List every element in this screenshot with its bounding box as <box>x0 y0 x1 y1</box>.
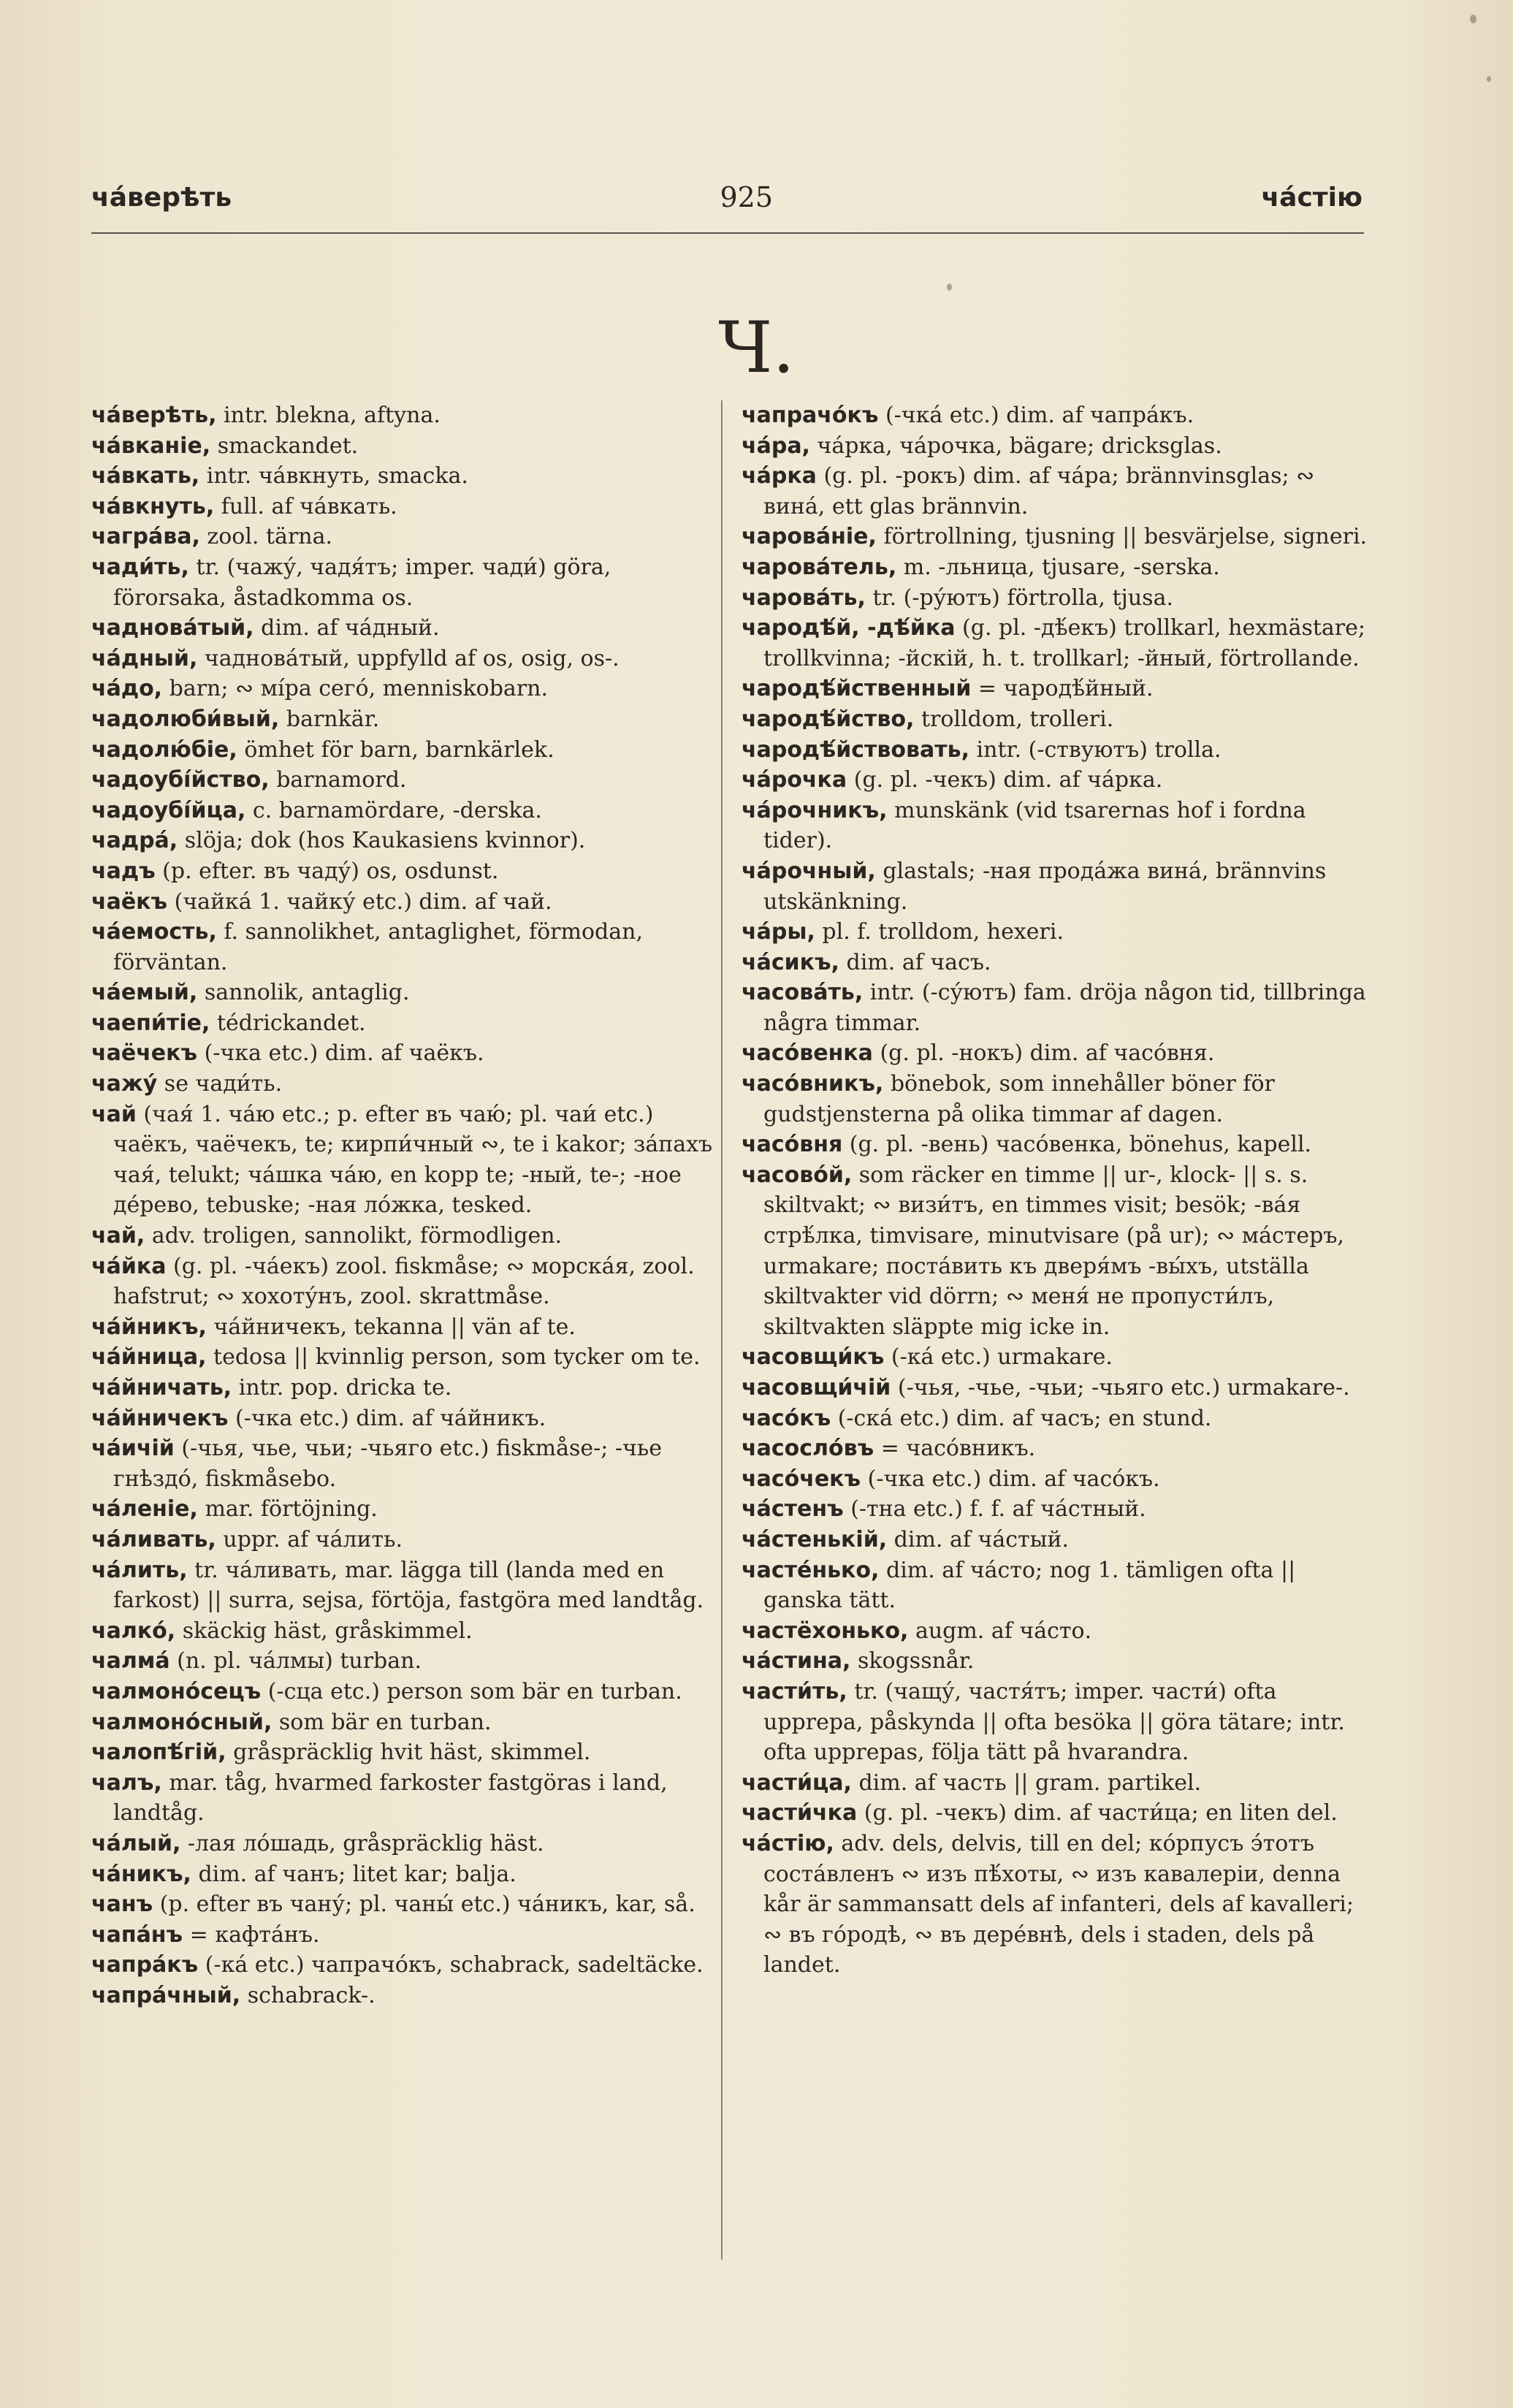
entry-headword: чай <box>91 1101 137 1127</box>
entry-headword: чалмоно́сный, <box>91 1709 273 1735</box>
dictionary-entry <box>742 1555 1370 1616</box>
page-stain <box>1470 15 1476 23</box>
dictionary-entry <box>742 1646 1370 1677</box>
entry-headword: чалма́ <box>91 1648 170 1674</box>
entry-definition: (-сца etc.) person som bär en turban. <box>267 1678 682 1704</box>
entry-headword: ча́стію, <box>742 1830 834 1856</box>
section-letter: Ч. <box>718 307 795 389</box>
dictionary-entry <box>91 644 720 674</box>
entry-headword: чади́ть, <box>91 554 189 580</box>
dictionary-entry <box>91 1616 720 1647</box>
dictionary-entry <box>91 1646 720 1677</box>
entry-headword: чарова́ть, <box>742 584 866 611</box>
entry-headword: чаёкъ <box>91 888 168 915</box>
entry-headword: часте́нько, <box>742 1557 880 1583</box>
entry-definition: tedosa || kvinnlig person, som tycker om te. <box>213 1344 701 1371</box>
entry-definition: (чайка́ 1. чайку́ etc.) dim. af чай. <box>174 888 552 915</box>
entry-headword: часо́вня <box>742 1132 843 1158</box>
entry-definition: barnkär. <box>286 706 380 732</box>
dictionary-entry <box>742 1069 1370 1129</box>
entry-definition: gråspräcklig hvit häst, skimmel. <box>233 1740 591 1766</box>
entry-definition: dim. af чанъ; litet kar; balja. <box>198 1861 517 1887</box>
entry-headword: ча́емость, <box>91 919 217 945</box>
dictionary-entry <box>742 431 1370 462</box>
entry-definition: (g. pl. -дѣ́екъ) trollkarl, hexmästare; trollkvinna; -йскій, h. t. trollkarl; -йный, förtrollande. <box>763 615 1365 671</box>
dictionary-entry <box>742 1433 1370 1464</box>
entry-headword: чародѣ́йственный <box>742 676 972 702</box>
entry-headword: части́ца, <box>742 1769 852 1796</box>
entry-definition: (g. pl. -ча́екъ) zool. fiskmåse; ∾ морска́я, zool. hafstrut; ∾ хохоту́нъ, zool. skrattmåse. <box>113 1253 695 1310</box>
entry-definition: barn; ∾ мíра сего́, menniskobarn. <box>169 676 549 702</box>
dictionary-entry <box>91 704 720 735</box>
entry-headword: ча́ра, <box>742 433 810 459</box>
dictionary-entry <box>91 1889 720 1920</box>
entry-definition: tr. ча́ливать, mar. lägga till (landa med en farkost) || surra, sejsa, förtöja, fastgöra med landtåg. <box>113 1557 704 1614</box>
dictionary-entry <box>742 613 1370 674</box>
entry-definition: som bär en turban. <box>278 1709 492 1735</box>
dictionary-entry <box>91 1312 720 1343</box>
entry-definition: = кафта́нъ. <box>189 1921 320 1948</box>
entry-definition: sannolik, antaglig. <box>204 980 410 1006</box>
entry-headword: чарова́ніе, <box>742 524 877 550</box>
dictionary-entry <box>742 400 1370 431</box>
dictionary-entry <box>742 1494 1370 1525</box>
entry-headword: ча́рка <box>742 463 817 489</box>
entry-definition: ча́рка, ча́рочка, bägare; dricksglas. <box>817 433 1222 459</box>
entry-headword: ча́леніе, <box>91 1496 198 1523</box>
entry-definition: dim. af ча́стый. <box>893 1526 1070 1552</box>
entry-definition: zool. tärna. <box>207 524 333 550</box>
entry-definition: = часо́вникъ. <box>880 1436 1036 1462</box>
entry-definition: (-ка́ etc.) чапрачо́къ, schabrack, sadeltäcke. <box>205 1952 704 1978</box>
entry-definition: trolldom, trolleri. <box>921 706 1114 732</box>
entry-headword: часо́венка <box>742 1040 873 1067</box>
entry-definition: tr. (-ру́ютъ) förtrolla, tjusa. <box>872 584 1173 611</box>
dictionary-entry <box>91 1981 720 2011</box>
entry-headword: чарова́тель, <box>742 554 897 580</box>
entry-headword: чадоубі́йство, <box>91 767 270 793</box>
dictionary-entry <box>742 735 1370 766</box>
dictionary-entry <box>91 431 720 462</box>
entry-definition: (g. pl. -чекъ) dim. af части́ца; en liten del. <box>864 1800 1338 1826</box>
entry-headword: ча́лый, <box>91 1830 181 1856</box>
entry-headword: чадоубі́йца, <box>91 797 246 823</box>
entry-headword: ча́до, <box>91 676 163 702</box>
entry-definition: uppr. af ча́лить. <box>223 1526 403 1552</box>
entry-definition: f. sannolikhet, antaglighet, förmodan, förväntan. <box>113 919 643 975</box>
dictionary-entry <box>91 552 720 613</box>
entry-headword: чадъ <box>91 858 156 884</box>
dictionary-entry <box>91 1373 720 1403</box>
entry-definition: -лая ло́шадь, gråspräcklig häst. <box>187 1830 544 1856</box>
dictionary-entry <box>91 1342 720 1373</box>
dictionary-entry <box>91 1859 720 1890</box>
entry-headword: ча́ры, <box>742 919 815 945</box>
entry-headword: частёхонько, <box>742 1618 909 1644</box>
header-left-word: ча́верѣть <box>91 182 232 213</box>
entry-headword: ча́ичій <box>91 1436 175 1462</box>
dictionary-entry <box>91 978 720 1008</box>
entry-headword: ча́никъ, <box>91 1861 191 1887</box>
entry-definition: pl. f. trolldom, hexeri. <box>822 919 1064 945</box>
page-number: 925 <box>720 181 774 213</box>
entry-definition: dim. af часъ. <box>846 949 991 975</box>
entry-definition: (p. efter въ чану́; pl. чаны́ etc.) ча́никъ, kar, så. <box>159 1891 695 1918</box>
dictionary-entry <box>91 1920 720 1951</box>
entry-definition: adv. dels, delvis, till en del; ко́рпусъ э́тотъ соста́вленъ ∾ изъ пѣ́хоты, ∾ изъ кавалеріи, denna kår är sammansatt dels af infanteri, dels af kavalleri; ∾ въ го́родѣ, ∾ въ дере́внѣ, dels i staden, dels på landet. <box>763 1830 1354 1978</box>
entry-headword: чалопѣ́гій, <box>91 1740 226 1766</box>
entry-headword: чапра́къ <box>91 1952 199 1978</box>
entry-headword: чародѣ́йство, <box>742 706 915 732</box>
dictionary-entry <box>742 1160 1370 1343</box>
dictionary-entry <box>742 978 1370 1038</box>
entry-headword: чаднова́тый, <box>91 615 254 641</box>
entry-headword: чалко́, <box>91 1618 176 1644</box>
entry-definition: som räcker en timme || ur-, klock- || s. s. skiltvakt; ∾ визи́тъ, en timmes visit; besök; -ва́я стрѣ́лка, timvisare, minutvisare (på ur); ∾ ма́стеръ, urmakare; поста́вить къ дверя́мъ -вы́хъ, utställa skiltvakter vid dörrn; ∾ меня́ не пропусти́лъ, skiltvakten släppte mig icke in. <box>763 1162 1344 1340</box>
dictionary-entry <box>742 856 1370 917</box>
dictionary-entry <box>91 1251 720 1312</box>
entry-definition: schabrack-. <box>247 1982 376 2008</box>
entry-headword: часовщи́къ <box>742 1344 885 1371</box>
dictionary-entry <box>91 826 720 856</box>
entry-definition: (n. pl. ча́лмы) turban. <box>177 1648 422 1674</box>
entry-headword: чадолю́біе, <box>91 736 237 763</box>
entry-headword: ча́йка <box>91 1253 167 1279</box>
entry-headword: части́ть, <box>742 1678 847 1704</box>
dictionary-entry <box>91 1433 720 1494</box>
entry-definition: bönebok, som innehåller böner för gudstjensterna på olika timmar af dagen. <box>763 1071 1275 1127</box>
dictionary-entry <box>742 1616 1370 1647</box>
entry-definition: чаднова́тый, uppfylld af os, osig, os-. <box>204 645 620 671</box>
entry-headword: часо́вникъ, <box>742 1071 884 1097</box>
entry-definition: (g. pl. -рокъ) dim. af ча́ра; brännvinsglas; ∾ вина́, ett glas brännvin. <box>763 463 1315 519</box>
entry-headword: ча́йникъ, <box>91 1314 207 1340</box>
entry-headword: чаепи́тіе, <box>91 1010 210 1036</box>
header-right-word: ча́стію <box>1261 182 1363 213</box>
entry-headword: ча́верѣть, <box>91 403 217 428</box>
entry-headword: ча́ливать, <box>91 1526 216 1552</box>
entry-definition: tédrickandet. <box>216 1010 366 1036</box>
entry-definition: dim. af ча́сто; nog 1. tämligen ofta || ganska tätt. <box>763 1557 1296 1614</box>
entry-headword: часово́й, <box>742 1162 853 1188</box>
dictionary-entry <box>742 1129 1370 1160</box>
entry-definition: tr. (чащу́, частя́тъ; imper. части́) ofta upprepa, påskynda || ofta besöka || göra tätare; intr. ofta upprepas, följa tätt på hvarandra. <box>763 1678 1345 1766</box>
entry-headword: ча́сикъ, <box>742 949 839 975</box>
entry-headword: чапа́нъ <box>91 1921 183 1948</box>
entry-headword: чародѣ́йствовать, <box>742 736 969 763</box>
dictionary-entry <box>91 1403 720 1434</box>
dictionary-entry <box>91 1737 720 1768</box>
entry-definition: (чая́ 1. ча́ю etc.; p. efter въ чаю́; pl. чаи́ etc.) чаёкъ, чаёчекъ, te; кирпи́чный ∾, te i kakor; за́пахъ чая́, telukt; ча́шка ча́ю, en kopp te; -ный, te-; -ное де́рево, tebuske; -ная ло́жка, tesked. <box>113 1101 713 1219</box>
header-rule <box>91 232 1364 234</box>
entry-headword: ча́рочный, <box>742 858 876 884</box>
entry-definition: (-ка́ etc.) urmakare. <box>891 1344 1113 1371</box>
dictionary-entry <box>742 552 1370 583</box>
entry-headword: чанъ <box>91 1891 153 1918</box>
dictionary-entry <box>91 492 720 522</box>
entry-definition: smackandet. <box>217 433 359 459</box>
dictionary-entry <box>742 583 1370 614</box>
left-column <box>91 400 720 2011</box>
entry-definition: (-чка etc.) dim. af ча́йникъ. <box>235 1405 546 1431</box>
entry-headword: ча́йничекъ <box>91 1405 229 1431</box>
entry-definition: ча́йничекъ, tekanna || vän af te. <box>213 1314 576 1340</box>
dictionary-entry <box>742 948 1370 978</box>
entry-definition: ömhet för barn, barnkärlek. <box>244 736 554 763</box>
column-divider <box>721 400 723 2260</box>
entry-headword: ча́рочка <box>742 767 847 793</box>
dictionary-entry <box>742 1342 1370 1373</box>
dictionary-entry <box>91 856 720 887</box>
entry-headword: ча́стина, <box>742 1648 851 1674</box>
dictionary-entry <box>742 1798 1370 1829</box>
dictionary-entry <box>91 1677 720 1707</box>
entry-headword: чапрачо́къ <box>742 403 879 428</box>
entry-headword: ча́лить, <box>91 1557 188 1583</box>
dictionary-entry <box>91 1707 720 1738</box>
entry-definition: (-чья, -чье, -чьи; -чьяго etc.) urmakare-. <box>897 1375 1350 1401</box>
right-column <box>742 400 1370 1981</box>
entry-definition: förtrollning, tjusning || besvärjelse, signeri. <box>883 524 1368 550</box>
entry-definition: barnamord. <box>276 767 407 793</box>
dictionary-entry <box>91 887 720 918</box>
entry-headword: чародѣ́й, -дѣ́йка <box>742 615 956 641</box>
entry-definition: skogssnår. <box>857 1648 975 1674</box>
dictionary-entry <box>742 461 1370 522</box>
entry-definition: full. af ча́вкать. <box>221 493 397 519</box>
entry-definition: skäckig häst, gråskimmel. <box>182 1618 473 1644</box>
dictionary-entry <box>91 1555 720 1616</box>
entry-definition: (g. pl. -чекъ) dim. af ча́рка. <box>853 767 1163 793</box>
entry-definition: (-ска́ etc.) dim. af часъ; en stund. <box>837 1405 1212 1431</box>
dictionary-entry <box>742 1525 1370 1555</box>
entry-definition: (-чка etc.) dim. af часо́къ. <box>867 1466 1160 1492</box>
entry-headword: ча́вкать, <box>91 463 200 489</box>
dictionary-entry <box>742 917 1370 948</box>
entry-definition: dim. af ча́дный. <box>261 615 440 641</box>
entry-definition: se чади́ть. <box>164 1071 283 1097</box>
entry-headword: чапра́чный, <box>91 1982 241 2008</box>
entry-definition: intr. blekna, aftyna. <box>224 403 441 428</box>
entry-headword: часовщи́чій <box>742 1375 891 1401</box>
entry-headword: ча́рочникъ, <box>742 797 888 823</box>
dictionary-entry <box>91 613 720 644</box>
dictionary-entry <box>91 735 720 766</box>
entry-headword: части́чка <box>742 1800 858 1826</box>
entry-definition: mar. förtöjning. <box>205 1496 378 1523</box>
entry-headword: ча́емый, <box>91 980 198 1006</box>
entry-headword: чалмоно́сецъ <box>91 1678 262 1704</box>
entry-definition: dim. af часть || gram. partikel. <box>858 1769 1202 1796</box>
entry-definition: = чародѣ́йный. <box>977 676 1154 702</box>
dictionary-entry <box>742 1038 1370 1069</box>
dictionary-entry <box>742 704 1370 735</box>
dictionary-entry <box>91 1950 720 1981</box>
entry-headword: ча́вканіе, <box>91 433 211 459</box>
dictionary-entry <box>91 461 720 492</box>
entry-definition: adv. troligen, sannolikt, förmodligen. <box>151 1223 563 1249</box>
entry-headword: чагра́ва, <box>91 524 200 550</box>
dictionary-entry <box>91 1038 720 1069</box>
page-stain <box>947 283 952 291</box>
entry-headword: чадра́, <box>91 828 178 854</box>
dictionary-entry <box>742 765 1370 796</box>
entry-definition: tr. (чажу́, чадя́тъ; imper. чади́) göra, förorsaka, åstadkomma os. <box>113 554 611 611</box>
entry-definition: intr. ча́вкнуть, smacka. <box>206 463 468 489</box>
entry-headword: часо́чекъ <box>742 1466 861 1492</box>
dictionary-entry <box>91 1829 720 1859</box>
dictionary-entry <box>91 674 720 704</box>
dictionary-entry <box>91 1221 720 1251</box>
entry-definition: (g. pl. -вень) часо́венка, bönehus, kapell. <box>849 1132 1312 1158</box>
dictionary-entry <box>742 796 1370 856</box>
page-stain <box>1487 76 1491 82</box>
entry-headword: часо́къ <box>742 1405 831 1431</box>
entry-headword: ча́стенъ <box>742 1496 844 1523</box>
entry-headword: чаёчекъ <box>91 1040 198 1067</box>
entry-definition: intr. (-ствуютъ) trolla. <box>976 736 1222 763</box>
entry-headword: чай, <box>91 1223 145 1249</box>
dictionary-entry <box>91 1008 720 1039</box>
entry-definition: (-чка́ etc.) dim. af чапра́къ. <box>885 403 1194 428</box>
dictionary-entry <box>91 1100 720 1221</box>
dictionary-entry <box>91 522 720 552</box>
dictionary-entry <box>91 1494 720 1525</box>
dictionary-entry <box>742 522 1370 552</box>
entry-definition: mar. tåg, hvarmed farkoster fastgöras i land, landtåg. <box>113 1769 668 1826</box>
entry-definition: slöja; dok (hos Kaukasiens kvinnor). <box>184 828 586 854</box>
entry-headword: часосло́въ <box>742 1436 874 1462</box>
entry-definition: c. barnamördare, -derska. <box>252 797 542 823</box>
dictionary-entry <box>91 1768 720 1829</box>
entry-headword: ча́вкнуть, <box>91 493 215 519</box>
running-header <box>91 175 1363 219</box>
entry-headword: чалъ, <box>91 1769 162 1796</box>
dictionary-entry <box>91 1069 720 1100</box>
entry-definition: munskänk (vid tsarernas hof i fordna tider). <box>763 797 1306 854</box>
dictionary-entry <box>742 1403 1370 1434</box>
entry-definition: (-тна etc.) f. f. af ча́стный. <box>850 1496 1146 1523</box>
entry-definition: intr. (-су́ютъ) fam. dröja någon tid, tillbringa några timmar. <box>763 980 1366 1036</box>
dictionary-entry <box>91 400 720 431</box>
entry-headword: ча́стенькій, <box>742 1526 888 1552</box>
entry-definition: (p. efter. въ чаду́) os, osdunst. <box>162 858 499 884</box>
dictionary-entry <box>742 1677 1370 1768</box>
entry-headword: часова́ть, <box>742 980 864 1006</box>
dictionary-entry <box>91 917 720 978</box>
entry-definition: augm. af ча́сто. <box>915 1618 1092 1644</box>
entry-headword: ча́йница, <box>91 1344 207 1371</box>
entry-definition: (-чка etc.) dim. af чаёкъ. <box>204 1040 484 1067</box>
dictionary-entry <box>91 1525 720 1555</box>
entry-headword: ча́йничать, <box>91 1375 232 1401</box>
entry-definition: intr. pop. dricka te. <box>238 1375 452 1401</box>
dictionary-entry <box>742 1464 1370 1495</box>
dictionary-entry <box>91 796 720 826</box>
entry-headword: ча́дный, <box>91 645 198 671</box>
dictionary-entry <box>742 1768 1370 1799</box>
dictionary-entry <box>742 1829 1370 1981</box>
entry-definition: glastals; -ная прода́жа вина́, brännvins utskänkning. <box>763 858 1327 915</box>
entry-definition: (-чья, чье, чьи; -чьяго etc.) fiskmåse-; -чье гнѣздо́, fiskmåsebo. <box>113 1436 662 1492</box>
dictionary-entry <box>742 1373 1370 1403</box>
entry-definition: m. -льница, tjusare, -serska. <box>903 554 1220 580</box>
entry-definition: (g. pl. -нокъ) dim. af часо́вня. <box>880 1040 1215 1067</box>
entry-headword: чадолюби́вый, <box>91 706 280 732</box>
dictionary-entry <box>91 765 720 796</box>
dictionary-entry <box>742 674 1370 704</box>
entry-headword: чажу́ <box>91 1071 158 1097</box>
